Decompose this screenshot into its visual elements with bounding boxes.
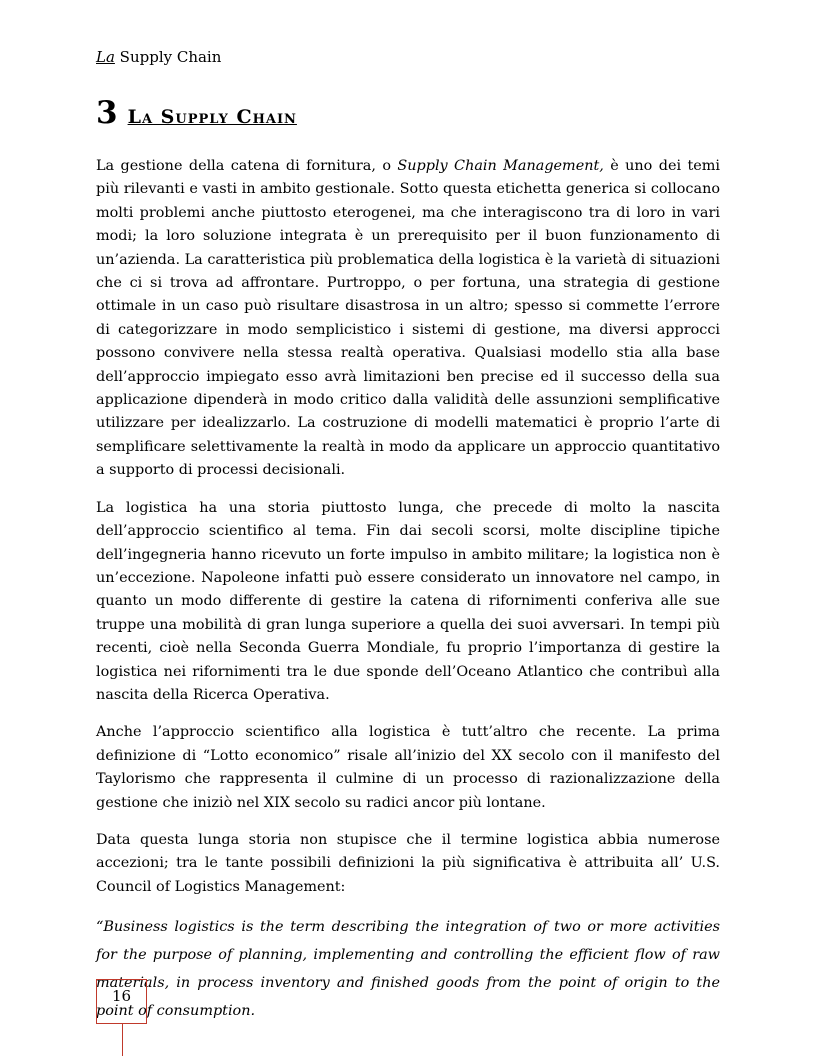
running-header-italic: La xyxy=(96,48,115,66)
paragraph-3: Anche l’approccio scientifico alla logistica è tutt’altro che recente. La prima definizione di “Lotto economico” risale all’inizio del XX secolo con il manifesto del Taylorismo che rappresenta il culmine di un processo di razionalizzazione della gestione che iniziò nel XIX secolo su radici ancor più lontane. xyxy=(96,724,720,811)
page-number-box xyxy=(96,979,147,1024)
paragraph-1 xyxy=(96,155,720,483)
page-number: 16 xyxy=(111,987,132,1005)
body-text xyxy=(96,155,720,1039)
chapter-heading xyxy=(96,95,297,131)
paragraph-2: La logistica ha una storia piuttosto lunga, che precede di molto la nascita dell’approccio scientifico al tema. Fin dai secoli scorsi, molte discipline tipiche dell’ingegneria hanno ricevuto un forte impulso in ambito militare; la logistica non è un’eccezione. Napoleone infatti può essere considerato un innovatore nel campo, in quanto un modo differente di gestire la catena di rifornimenti conferiva alle sue truppe una mobilità di gran lunga superiore a quella dei suoi avversari. In tempi più recenti, cioè nella Seconda Guerra Mondiale, fu proprio l’importanza di gestire la logistica nei rifornimenti tra le due sponde dell’Oceano Atlantico che contribuì alla nascita della Ricerca Operativa. xyxy=(96,499,720,703)
paragraph-4: Data questa lunga storia non stupisce che il termine logistica abbia numerose accezioni; tra le tante possibili definizioni la più significativa è attribuita all’ U.S. Council of Logistics Management: xyxy=(96,831,720,895)
page-number-rule xyxy=(122,1024,123,1056)
paragraph-1-rest: è uno dei temi più rilevanti e vasti in ambito gestionale. Sotto questa etichetta generica si collocano molti problemi anche piuttosto eterogenei, ma che interagiscono tra di loro in vari modi; la loro soluzione integrata è un prerequisito per il buon funzionamento di un’azienda. La caratteristica più problematica della logistica è la varietà di situazioni che ci si trova ad affrontare. Purtroppo, o per fortuna, una strategia di gestione ottimale in un caso può risultare disastrosa in un altro; spesso si commette l’errore di categorizzare in modo semplicistico i sistemi di gestione, ma diversi approcci possono convivere nella stessa realtà operativa. Qualsiasi modello stia alla base dell’approccio impiegato esso avrà limitazioni ben precise ed il successo della sua applicazione dipenderà in modo critico dalla validità delle assunzioni semplificative utilizzare per idealizzarlo. La costruzione di modelli matematici è proprio l’arte di semplificare selettivamente la realtà in modo da applicare un approccio quantitativo a supporto di processi decisionali. xyxy=(96,158,720,479)
paragraph-1-italic-term: Supply Chain Management, xyxy=(397,158,604,174)
chapter-number: 3 xyxy=(96,95,118,131)
quote-paragraph: “Business logistics is the term describing the integration of two or more activities for the purpose of planning, implementing and controlling the efficient flow of raw materials, in process inventory and finished goods from the point of origin to the point of consumption. xyxy=(96,919,720,1020)
paragraph-1-start: La gestione della catena di fornitura, o xyxy=(96,158,398,174)
chapter-title: La Supply Chain xyxy=(127,106,297,128)
running-header xyxy=(96,47,221,67)
running-header-rest: Supply Chain xyxy=(114,48,222,66)
